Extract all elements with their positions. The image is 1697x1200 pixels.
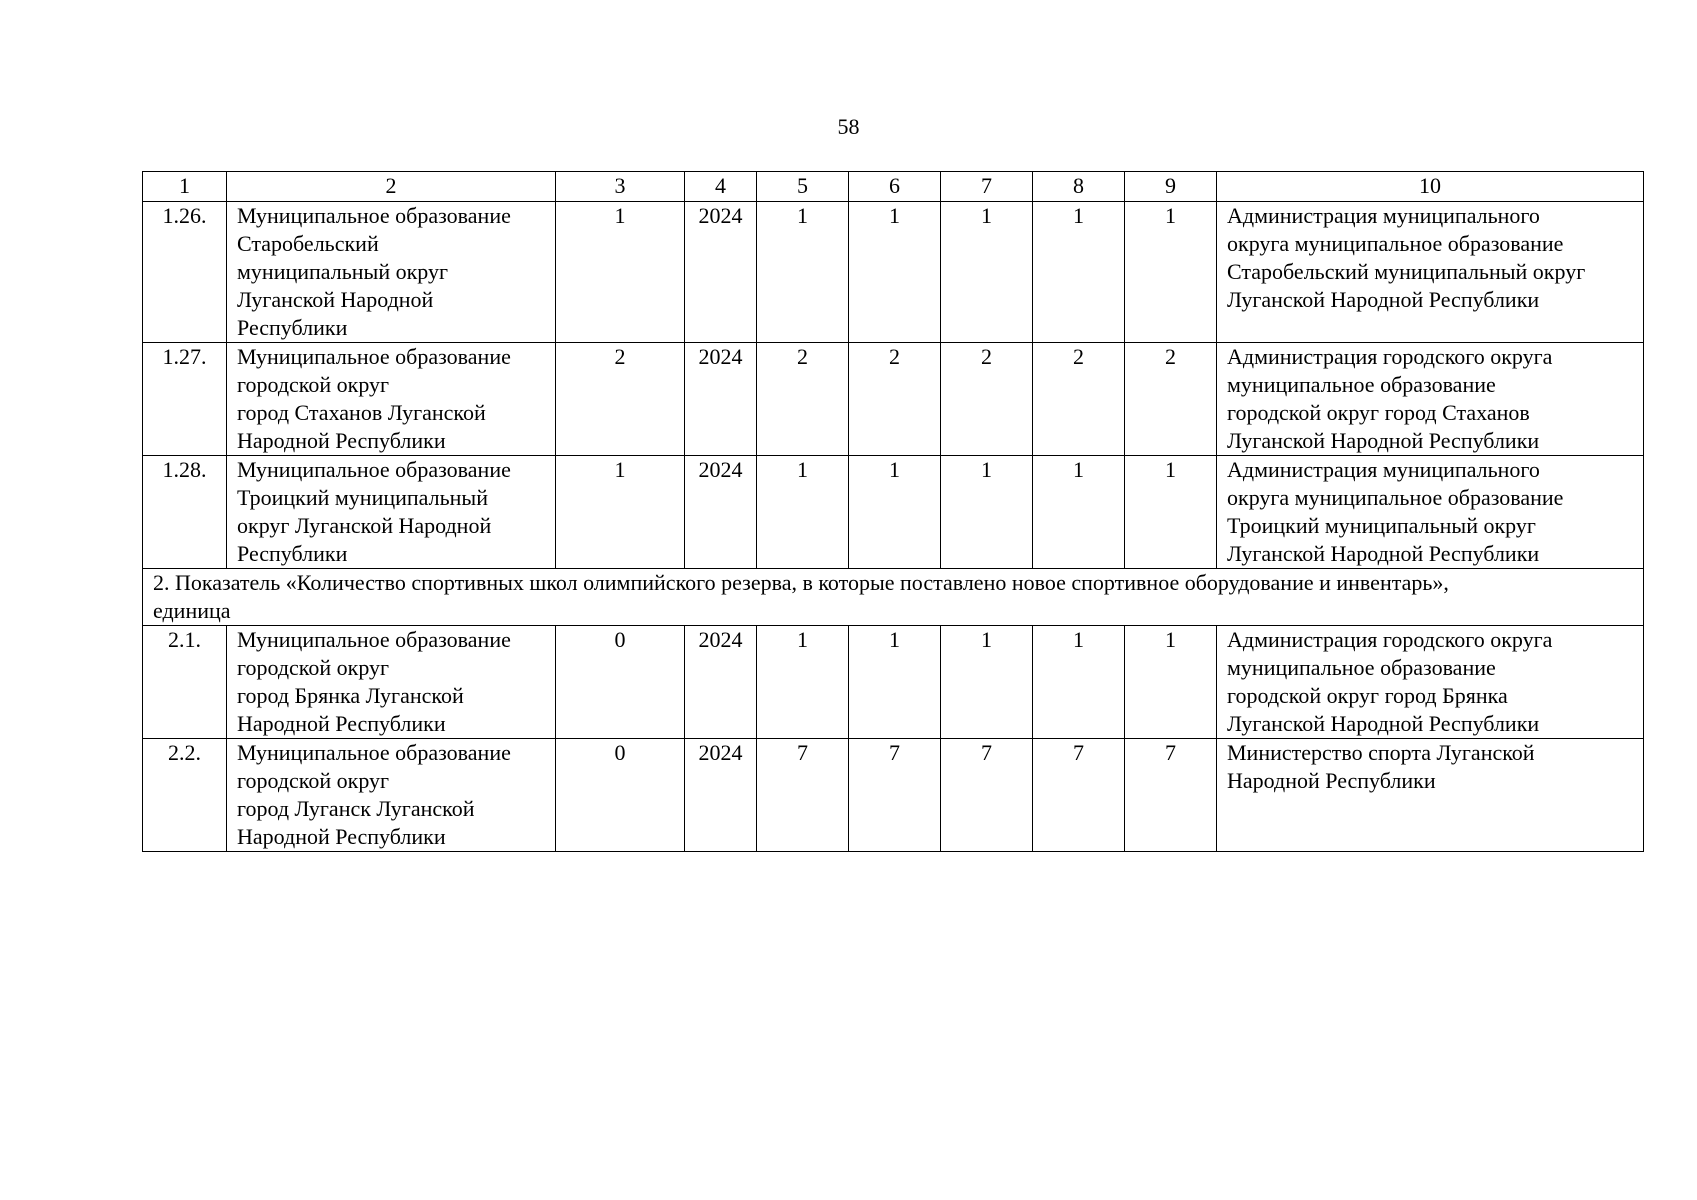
section-heading bbox=[143, 569, 1644, 626]
municipality-cell bbox=[227, 343, 556, 456]
text-line: городской округ bbox=[237, 768, 390, 793]
page-number: 58 bbox=[837, 114, 860, 139]
year-cell: 2024 bbox=[685, 456, 757, 569]
municipality-cell bbox=[227, 202, 556, 343]
table-row bbox=[143, 626, 1644, 739]
column-number: 10 bbox=[1217, 172, 1644, 202]
column-number: 7 bbox=[941, 172, 1033, 202]
text-line: городской округ город Брянка bbox=[1227, 683, 1508, 708]
municipality-cell bbox=[227, 739, 556, 852]
value-cell: 0 bbox=[556, 739, 685, 852]
text-line: город Луганск Луганской bbox=[237, 796, 475, 821]
text-line: Народной Республики bbox=[237, 824, 446, 849]
responsible-cell bbox=[1217, 343, 1644, 456]
year-cell: 2024 bbox=[685, 343, 757, 456]
value-cell: 1 bbox=[556, 456, 685, 569]
responsible-cell bbox=[1217, 626, 1644, 739]
value-cell: 1 bbox=[1125, 456, 1217, 569]
text-line: Старобельский bbox=[237, 231, 379, 256]
row-number: 2.1. bbox=[143, 626, 227, 739]
row-number: 1.27. bbox=[143, 343, 227, 456]
column-number: 9 bbox=[1125, 172, 1217, 202]
column-number: 2 bbox=[227, 172, 556, 202]
value-cell: 1 bbox=[757, 626, 849, 739]
text-line: Луганской Народной bbox=[237, 287, 434, 312]
column-number-row bbox=[143, 172, 1644, 202]
value-cell: 2 bbox=[1033, 343, 1125, 456]
text-line: муниципальный округ bbox=[237, 259, 449, 284]
value-cell: 1 bbox=[1125, 626, 1217, 739]
value-cell: 7 bbox=[757, 739, 849, 852]
municipality-cell bbox=[227, 456, 556, 569]
text-line: Администрация муниципального bbox=[1227, 203, 1540, 228]
value-cell: 1 bbox=[556, 202, 685, 343]
text-line: Луганской Народной Республики bbox=[1227, 711, 1540, 736]
value-cell: 7 bbox=[1033, 739, 1125, 852]
value-cell: 2 bbox=[941, 343, 1033, 456]
text-line: 2. Показатель «Количество спортивных школ олимпийского резерва, в которые поставлено новое спортивное оборудование и инвентарь», bbox=[153, 570, 1449, 595]
table-row bbox=[143, 456, 1644, 569]
text-line: город Брянка Луганской bbox=[237, 683, 464, 708]
value-cell: 2 bbox=[1125, 343, 1217, 456]
column-number: 8 bbox=[1033, 172, 1125, 202]
year-cell: 2024 bbox=[685, 626, 757, 739]
table-row bbox=[143, 343, 1644, 456]
text-line: Луганской Народной Республики bbox=[1227, 428, 1540, 453]
value-cell: 1 bbox=[849, 202, 941, 343]
text-line: округ Луганской Народной bbox=[237, 513, 492, 538]
value-cell: 7 bbox=[849, 739, 941, 852]
value-cell: 1 bbox=[1125, 202, 1217, 343]
year-cell: 2024 bbox=[685, 202, 757, 343]
text-line: Муниципальное образование bbox=[237, 344, 511, 369]
value-cell: 1 bbox=[1033, 456, 1125, 569]
text-line: Администрация муниципального bbox=[1227, 457, 1540, 482]
text-line: Муниципальное образование bbox=[237, 740, 511, 765]
value-cell: 1 bbox=[941, 626, 1033, 739]
text-line: Народной Республики bbox=[1227, 768, 1436, 793]
value-cell: 1 bbox=[941, 456, 1033, 569]
text-line: Муниципальное образование bbox=[237, 627, 511, 652]
indicator-table bbox=[142, 171, 1644, 852]
column-number: 6 bbox=[849, 172, 941, 202]
text-line: городской округ bbox=[237, 655, 390, 680]
text-line: Муниципальное образование bbox=[237, 203, 511, 228]
value-cell: 1 bbox=[849, 456, 941, 569]
column-number: 3 bbox=[556, 172, 685, 202]
value-cell: 7 bbox=[1125, 739, 1217, 852]
column-number: 1 bbox=[143, 172, 227, 202]
responsible-cell bbox=[1217, 202, 1644, 343]
value-cell: 2 bbox=[757, 343, 849, 456]
table-row bbox=[143, 739, 1644, 852]
column-number: 4 bbox=[685, 172, 757, 202]
municipality-cell bbox=[227, 626, 556, 739]
value-cell: 1 bbox=[849, 626, 941, 739]
text-line: Администрация городского округа bbox=[1227, 627, 1553, 652]
text-line: Муниципальное образование bbox=[237, 457, 511, 482]
table-row bbox=[143, 202, 1644, 343]
value-cell: 2 bbox=[556, 343, 685, 456]
value-cell: 2 bbox=[849, 343, 941, 456]
section-row bbox=[143, 569, 1644, 626]
text-line: Народной Республики bbox=[237, 711, 446, 736]
text-line: Луганской Народной Республики bbox=[1227, 541, 1540, 566]
row-number: 1.26. bbox=[143, 202, 227, 343]
text-line: Луганской Народной Республики bbox=[1227, 287, 1540, 312]
text-line: единица bbox=[153, 598, 231, 623]
text-line: Министерство спорта Луганской bbox=[1227, 740, 1535, 765]
text-line: город Стаханов Луганской bbox=[237, 400, 486, 425]
value-cell: 1 bbox=[1033, 626, 1125, 739]
responsible-cell bbox=[1217, 456, 1644, 569]
column-number: 5 bbox=[757, 172, 849, 202]
text-line: округа муниципальное образование bbox=[1227, 231, 1564, 256]
text-line: муниципальное образование bbox=[1227, 655, 1496, 680]
value-cell: 1 bbox=[757, 202, 849, 343]
text-line: Народной Республики bbox=[237, 428, 446, 453]
text-line: городской округ город Стаханов bbox=[1227, 400, 1530, 425]
year-cell: 2024 bbox=[685, 739, 757, 852]
text-line: округа муниципальное образование bbox=[1227, 485, 1564, 510]
text-line: Республики bbox=[237, 315, 348, 340]
text-line: Администрация городского округа bbox=[1227, 344, 1553, 369]
value-cell: 1 bbox=[757, 456, 849, 569]
text-line: муниципальное образование bbox=[1227, 372, 1496, 397]
text-line: Старобельский муниципальный округ bbox=[1227, 259, 1586, 284]
text-line: Республики bbox=[237, 541, 348, 566]
text-line: Троицкий муниципальный округ bbox=[1227, 513, 1536, 538]
text-line: городской округ bbox=[237, 372, 390, 397]
value-cell: 1 bbox=[1033, 202, 1125, 343]
row-number: 1.28. bbox=[143, 456, 227, 569]
value-cell: 7 bbox=[941, 739, 1033, 852]
text-line: Троицкий муниципальный bbox=[237, 485, 488, 510]
value-cell: 0 bbox=[556, 626, 685, 739]
value-cell: 1 bbox=[941, 202, 1033, 343]
responsible-cell bbox=[1217, 739, 1644, 852]
row-number: 2.2. bbox=[143, 739, 227, 852]
